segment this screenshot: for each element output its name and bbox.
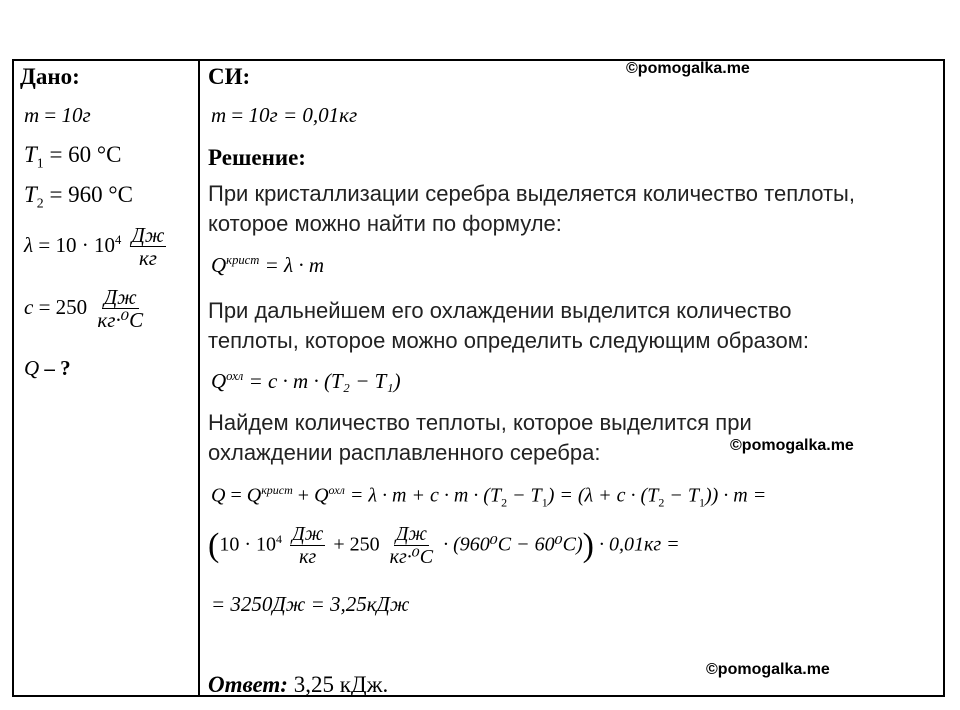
solution-table-frame bbox=[12, 59, 945, 697]
formula-total-line-2: ($10 \cdot 10^4$ $\frac{Дж}{кг}$ + 250 $\frac{Дж}{\text{кг·⁰С}}$ · (960⁰С − 60⁰С)) · 0,01кг = bbox=[208, 523, 680, 568]
given-c: c = 250 $\frac{Дж}{\text{кг·⁰С}}$ bbox=[24, 285, 144, 333]
watermark-bottom: ©pomogalka.me bbox=[706, 661, 830, 678]
watermark-middle: ©pomogalka.me bbox=[730, 437, 854, 454]
answer-label: Ответ: bbox=[208, 672, 288, 697]
given-question: Q – ? bbox=[24, 356, 71, 380]
c-unit-fraction: $\frac{Дж}{\text{кг·⁰С}}$ bbox=[97, 285, 144, 333]
lambda-unit-fraction: $\frac{Дж}{кг}$ bbox=[131, 223, 165, 271]
formula-total-line-3: = 3250Дж = 3,25кДж bbox=[211, 592, 410, 616]
given-header: Дано: bbox=[20, 64, 80, 89]
paragraph-1-line-2: которое можно найти по формуле: bbox=[208, 211, 562, 236]
watermark-top: ©pomogalka.me bbox=[626, 60, 750, 77]
paragraph-3-line-1: Найдем количество теплоты, которое выделится при bbox=[208, 410, 752, 435]
given-mass: m = 10г bbox=[24, 103, 91, 127]
si-conversion: m = 10г = 0,01кг bbox=[211, 103, 358, 127]
formula-total-line-1: $Q = Q^{крист} + Q^{охл} = \lambda \cdot m + c \cdot m \cdot (T_2 - T_1) = (\lambda + c \cdot (T_2 - T_1)) \cdot m$ = bbox=[211, 483, 767, 510]
paragraph-2-line-2: теплоты, которое можно определить следующим образом: bbox=[208, 328, 809, 353]
solution-header: Решение: bbox=[208, 145, 306, 170]
line2-c-unit-fraction: $\frac{Дж}{\text{кг·⁰С}}$ bbox=[389, 523, 434, 568]
paragraph-3-line-2: охлаждении расплавленного серебра: bbox=[208, 440, 601, 465]
paragraph-2-line-1: При дальнейшем его охлаждении выделится количество bbox=[208, 298, 792, 323]
line2-lambda-unit-fraction: $\frac{Дж}{кг}$ bbox=[292, 523, 324, 568]
given-lambda: $\lambda = 10 \cdot 10^4$ $\frac{Дж}{кг}$ bbox=[24, 223, 165, 271]
column-divider bbox=[198, 59, 200, 697]
si-header: СИ: bbox=[208, 64, 251, 89]
formula-cooling: $Q^{охл} = c \cdot m \cdot (T_2 - T_1)$ bbox=[211, 369, 401, 393]
answer-value: 3,25 кДж. bbox=[293, 672, 389, 697]
paragraph-1-line-1: При кристаллизации серебра выделяется количество теплоты, bbox=[208, 181, 855, 206]
answer-row bbox=[208, 672, 388, 698]
formula-crystallization: $Q^{крист} = \lambda \cdot m$ bbox=[211, 253, 325, 277]
given-t1: $T_1 = 60$ °С bbox=[24, 142, 122, 171]
given-t2: $T_2 = 960$ °С bbox=[24, 182, 133, 211]
